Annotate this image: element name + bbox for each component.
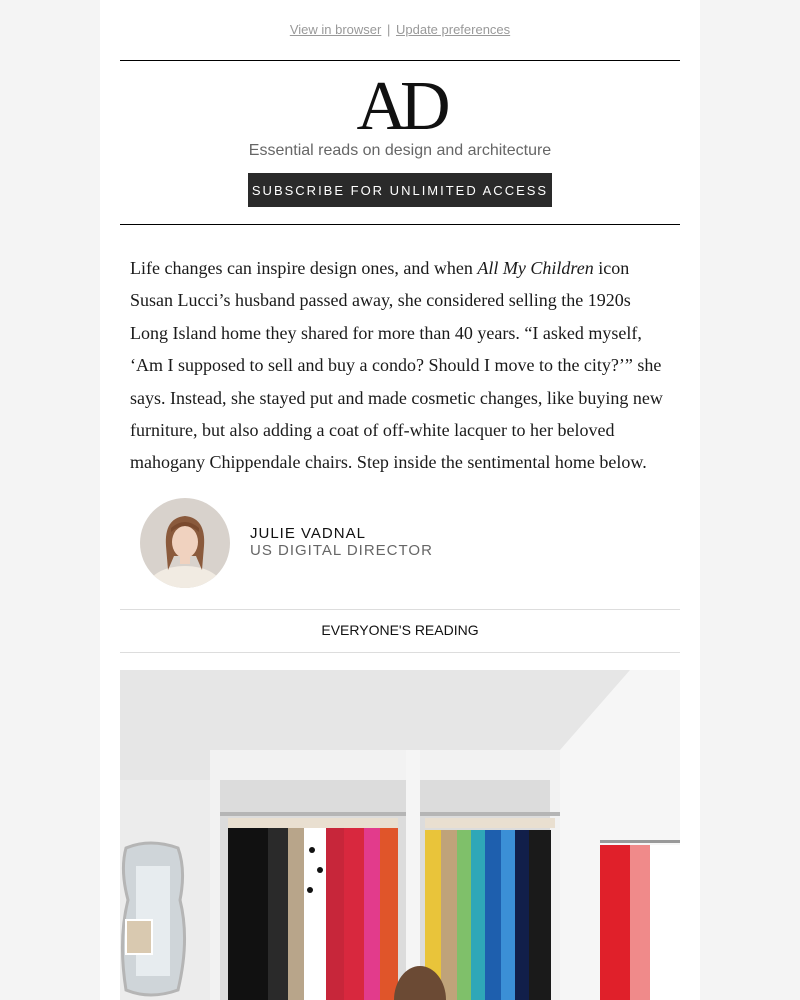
- section-title: EVERYONE'S READING: [321, 622, 479, 638]
- closet-photo-image: [120, 670, 680, 1000]
- ad-logo[interactable]: [100, 72, 700, 136]
- email-topbar: [100, 22, 700, 37]
- update-preferences-link[interactable]: Update preferences: [395, 22, 511, 37]
- tagline: Essential reads on design and architecture: [248, 142, 552, 159]
- subscribe-button[interactable]: SUBSCRIBE FOR UNLIMITED ACCESS: [248, 173, 552, 207]
- show-title: All My Children: [477, 258, 594, 278]
- header-divider-top: [120, 60, 680, 61]
- author-byline: [140, 498, 640, 588]
- author-name: JULIE VADNAL: [250, 525, 366, 542]
- view-in-browser-link[interactable]: View in browser: [289, 22, 382, 37]
- ad-logo-mark: [345, 72, 455, 136]
- link-separator: |: [386, 22, 391, 37]
- section-divider-bottom: [120, 652, 680, 653]
- intro-text-end: icon Susan Lucci’s husband passed away, she considered selling the 1920s Long Island home they shared for more than 40 years. “I asked myself, ‘Am I supposed to sell and buy a condo? Should I move to the city?’” she says. Instead, she stayed put and made cosmetic changes, like buying new furniture, but also adding a coat of off-white lacquer to her beloved mahogany Chippendale chairs. Step inside the sentimental home below.: [130, 258, 663, 473]
- author-avatar: [140, 498, 230, 588]
- intro-paragraph: [130, 252, 670, 479]
- author-role: US DIGITAL DIRECTOR: [250, 542, 433, 559]
- author-portrait-image: [140, 498, 230, 588]
- intro-text-start: Life changes can inspire design ones, and when: [130, 258, 478, 278]
- section-divider-top: [120, 609, 680, 610]
- header-divider-bottom: [120, 224, 680, 225]
- closet-photo[interactable]: [120, 670, 680, 1000]
- email-container: [100, 0, 700, 1000]
- logo-text: AD: [356, 72, 444, 136]
